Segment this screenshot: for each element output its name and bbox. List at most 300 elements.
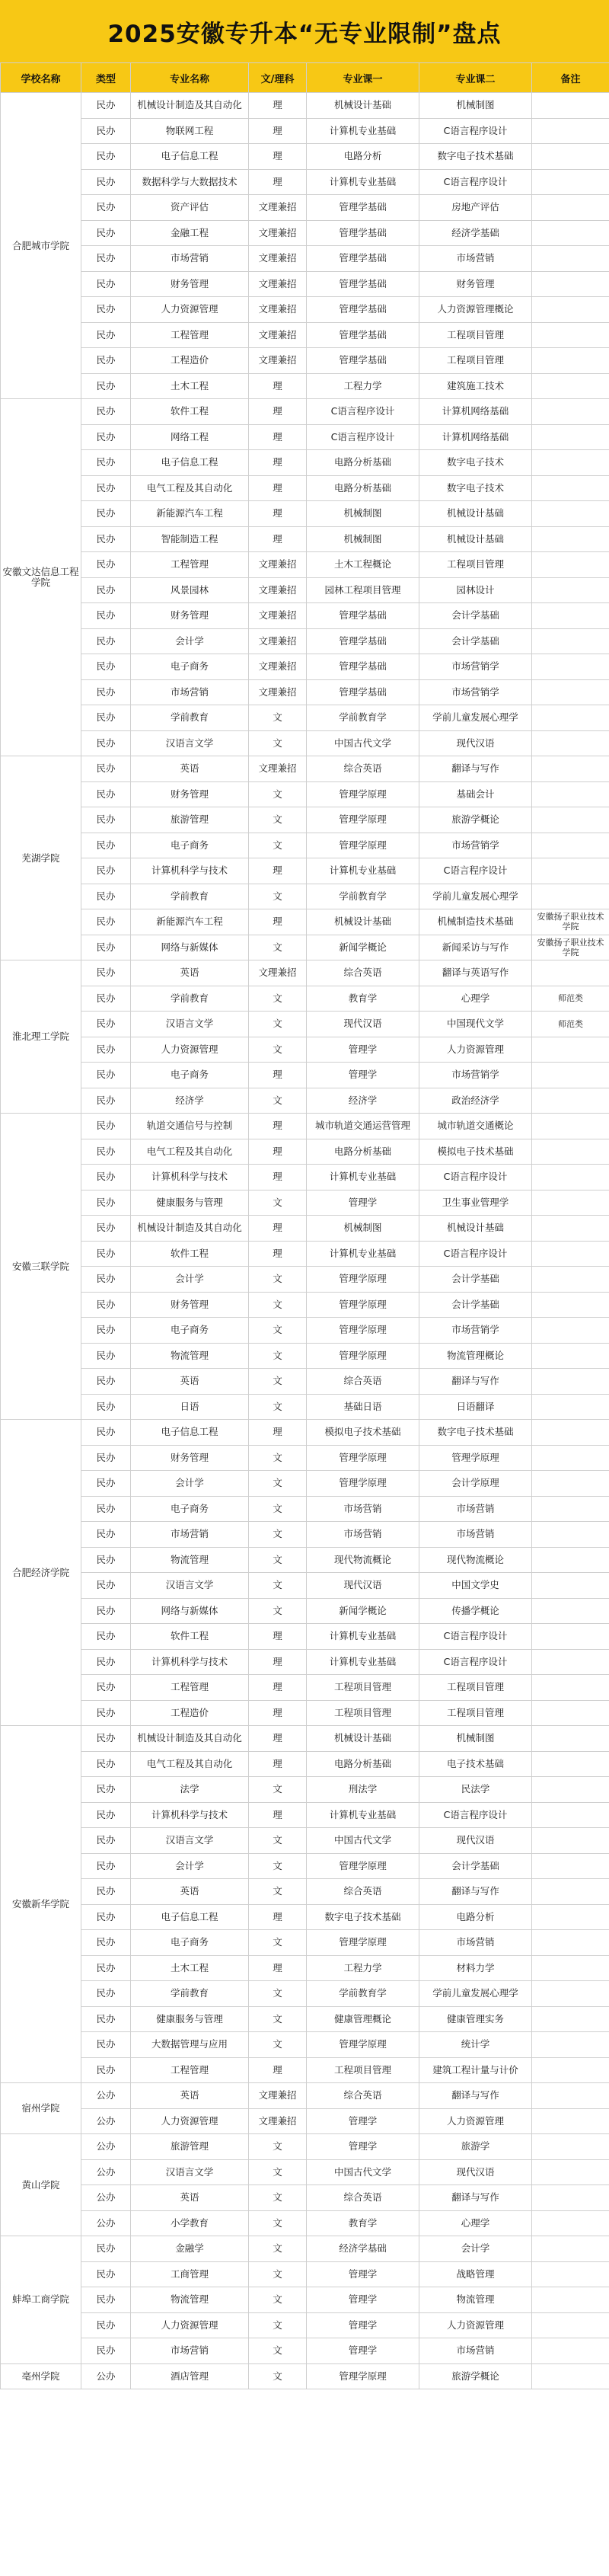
major-cell: 风景园林	[131, 577, 249, 603]
type-cell: 民办	[81, 373, 131, 399]
type-cell: 民办	[81, 1930, 131, 1956]
major-cell: 工程管理	[131, 2057, 249, 2083]
course-2-cell: 建筑工程计量与计价	[419, 2057, 532, 2083]
type-cell: 民办	[81, 1802, 131, 1828]
type-cell: 民办	[81, 2236, 131, 2262]
note-cell	[532, 2032, 609, 2058]
type-cell: 民办	[81, 2287, 131, 2313]
type-cell: 民办	[81, 1088, 131, 1114]
table-row	[1, 1777, 609, 1803]
table-row	[1, 424, 609, 450]
course-1-cell: 管理学	[307, 2134, 419, 2160]
major-cell: 工程管理	[131, 322, 249, 348]
track-cell: 理	[249, 1139, 307, 1165]
note-cell	[532, 1981, 609, 2007]
note-cell	[532, 1216, 609, 1242]
major-cell: 电子信息工程	[131, 144, 249, 170]
major-cell: 市场营销	[131, 2338, 249, 2364]
type-cell: 民办	[81, 2006, 131, 2032]
note-cell	[532, 730, 609, 756]
major-cell: 软件工程	[131, 399, 249, 425]
major-cell: 计算机科学与技术	[131, 858, 249, 884]
type-cell: 民办	[81, 807, 131, 833]
course-1-cell: 管理学	[307, 2312, 419, 2338]
table-row	[1, 246, 609, 272]
type-cell: 公办	[81, 2363, 131, 2389]
table-row	[1, 1445, 609, 1471]
table-row	[1, 93, 609, 119]
course-2-cell: 市场营销	[419, 246, 532, 272]
type-cell: 民办	[81, 1139, 131, 1165]
header-major: 专业名称	[131, 63, 249, 93]
table-row	[1, 1649, 609, 1675]
table-row	[1, 297, 609, 323]
table-row	[1, 577, 609, 603]
table-row	[1, 603, 609, 629]
course-1-cell: 学前教育学	[307, 705, 419, 731]
table-row	[1, 322, 609, 348]
major-cell: 会计学	[131, 1471, 249, 1497]
note-cell	[532, 297, 609, 323]
major-cell: 电气工程及其自动化	[131, 1139, 249, 1165]
major-cell: 旅游管理	[131, 807, 249, 833]
course-2-cell: 管理学原理	[419, 1445, 532, 1471]
note-cell	[532, 781, 609, 807]
course-1-cell: 机械设计基础	[307, 93, 419, 119]
major-cell: 小学教育	[131, 2210, 249, 2236]
note-cell	[532, 960, 609, 986]
track-cell: 文	[249, 1292, 307, 1318]
table-row	[1, 1981, 609, 2007]
type-cell: 民办	[81, 2338, 131, 2364]
type-cell: 民办	[81, 1267, 131, 1293]
major-cell: 网络与新媒体	[131, 935, 249, 960]
track-cell: 理	[249, 1165, 307, 1191]
course-2-cell: 日语翻译	[419, 1394, 532, 1420]
major-cell: 会计学	[131, 1267, 249, 1293]
course-2-cell: 工程项目管理	[419, 1700, 532, 1726]
table-row	[1, 1394, 609, 1420]
type-cell: 民办	[81, 552, 131, 578]
course-2-cell: 市场营销	[419, 2338, 532, 2364]
note-cell	[532, 1063, 609, 1088]
note-cell	[532, 1114, 609, 1139]
course-2-cell: 电路分析	[419, 1904, 532, 1930]
course-2-cell: C语言程序设计	[419, 1802, 532, 1828]
course-2-cell: C语言程序设计	[419, 118, 532, 144]
course-1-cell: 管理学原理	[307, 1267, 419, 1293]
course-2-cell: 市场营销学	[419, 833, 532, 858]
course-2-cell: 模拟电子技术基础	[419, 1139, 532, 1165]
course-2-cell: 城市轨道交通概论	[419, 1114, 532, 1139]
table-row	[1, 1726, 609, 1752]
table-row	[1, 2185, 609, 2211]
note-cell	[532, 1726, 609, 1752]
page-title: 2025安徽专升本“无专业限制”盘点	[107, 20, 502, 48]
track-cell: 文理兼招	[249, 628, 307, 654]
course-2-cell: 市场营销	[419, 1930, 532, 1956]
track-cell: 文	[249, 935, 307, 960]
note-cell	[532, 118, 609, 144]
track-cell: 理	[249, 1063, 307, 1088]
course-1-cell: 管理学原理	[307, 1292, 419, 1318]
course-1-cell: 电路分析基础	[307, 450, 419, 476]
course-2-cell: 学前儿童发展心理学	[419, 705, 532, 731]
note-cell	[532, 654, 609, 680]
course-2-cell: 翻译与写作	[419, 1879, 532, 1905]
table-row	[1, 935, 609, 960]
type-cell: 民办	[81, 1675, 131, 1701]
course-1-cell: 计算机专业基础	[307, 858, 419, 884]
note-cell	[532, 858, 609, 884]
major-cell: 土木工程	[131, 373, 249, 399]
table-row	[1, 2261, 609, 2287]
course-2-cell: 经济学基础	[419, 220, 532, 246]
course-1-cell: 学前教育学	[307, 1981, 419, 2007]
course-2-cell: 翻译与写作	[419, 2083, 532, 2109]
majors-table	[0, 62, 609, 2389]
course-2-cell: 会计学	[419, 2236, 532, 2262]
type-cell: 民办	[81, 909, 131, 935]
table-row	[1, 1241, 609, 1267]
track-cell: 文	[249, 2261, 307, 2287]
table-row	[1, 271, 609, 297]
type-cell: 民办	[81, 1369, 131, 1395]
major-cell: 经济学	[131, 1088, 249, 1114]
note-cell	[532, 2083, 609, 2109]
track-cell: 文	[249, 1394, 307, 1420]
type-cell: 民办	[81, 1981, 131, 2007]
table-row	[1, 475, 609, 501]
type-cell: 民办	[81, 118, 131, 144]
course-1-cell: 电路分析基础	[307, 475, 419, 501]
track-cell: 文理兼招	[249, 322, 307, 348]
note-cell	[532, 833, 609, 858]
table-row	[1, 1292, 609, 1318]
note-cell	[532, 169, 609, 195]
track-cell: 文	[249, 1879, 307, 1905]
course-1-cell: 管理学原理	[307, 2363, 419, 2389]
course-1-cell: 现代汉语	[307, 1012, 419, 1037]
track-cell: 理	[249, 450, 307, 476]
table-row	[1, 1496, 609, 1522]
type-cell: 民办	[81, 322, 131, 348]
note-cell	[532, 1343, 609, 1369]
course-1-cell: 土木工程概论	[307, 552, 419, 578]
course-2-cell: 市场营销学	[419, 1318, 532, 1344]
course-2-cell: 市场营销学	[419, 1063, 532, 1088]
type-cell: 民办	[81, 1318, 131, 1344]
track-cell: 理	[249, 169, 307, 195]
course-2-cell: 电子技术基础	[419, 1751, 532, 1777]
course-2-cell: 心理学	[419, 986, 532, 1012]
school-name-cell: 芜湖学院	[1, 756, 81, 960]
course-2-cell: 机械设计基础	[419, 501, 532, 527]
course-1-cell: 计算机专业基础	[307, 1241, 419, 1267]
track-cell: 理	[249, 1904, 307, 1930]
type-cell: 民办	[81, 2312, 131, 2338]
track-cell: 理	[249, 1624, 307, 1650]
table-row	[1, 960, 609, 986]
note-cell	[532, 1139, 609, 1165]
major-cell: 财务管理	[131, 1445, 249, 1471]
note-cell	[532, 1624, 609, 1650]
course-2-cell: 新闻采访与写作	[419, 935, 532, 960]
table-row	[1, 679, 609, 705]
major-cell: 人力资源管理	[131, 2312, 249, 2338]
major-cell: 软件工程	[131, 1241, 249, 1267]
table-row	[1, 220, 609, 246]
note-cell	[532, 1649, 609, 1675]
table-row	[1, 1063, 609, 1088]
major-cell: 工程管理	[131, 552, 249, 578]
track-cell: 文	[249, 1190, 307, 1216]
course-2-cell: C语言程序设计	[419, 858, 532, 884]
course-1-cell: 机械设计基础	[307, 1726, 419, 1752]
type-cell: 民办	[81, 93, 131, 119]
note-cell	[532, 1394, 609, 1420]
track-cell: 理	[249, 424, 307, 450]
track-cell: 理	[249, 909, 307, 935]
type-cell: 民办	[81, 2057, 131, 2083]
track-cell: 文理兼招	[249, 271, 307, 297]
type-cell: 民办	[81, 628, 131, 654]
major-cell: 资产评估	[131, 195, 249, 221]
course-2-cell: 计算机网络基础	[419, 424, 532, 450]
major-cell: 电气工程及其自动化	[131, 1751, 249, 1777]
course-1-cell: 计算机专业基础	[307, 1802, 419, 1828]
note-cell	[532, 1904, 609, 1930]
course-2-cell: 会计学基础	[419, 1853, 532, 1879]
major-cell: 软件工程	[131, 1624, 249, 1650]
course-2-cell: 会计学原理	[419, 1471, 532, 1497]
major-cell: 机械设计制造及其自动化	[131, 1216, 249, 1242]
track-cell: 理	[249, 1649, 307, 1675]
major-cell: 英语	[131, 1369, 249, 1395]
major-cell: 财务管理	[131, 1292, 249, 1318]
type-cell: 民办	[81, 1879, 131, 1905]
track-cell: 文	[249, 1445, 307, 1471]
course-1-cell: 管理学原理	[307, 1445, 419, 1471]
note-cell	[532, 2108, 609, 2134]
type-cell: 民办	[81, 1012, 131, 1037]
note-cell	[532, 1853, 609, 1879]
track-cell: 文	[249, 2134, 307, 2160]
course-1-cell: 综合英语	[307, 960, 419, 986]
course-2-cell: 翻译与写作	[419, 2185, 532, 2211]
course-1-cell: 管理学基础	[307, 195, 419, 221]
type-cell: 民办	[81, 348, 131, 374]
table-row	[1, 909, 609, 935]
major-cell: 英语	[131, 960, 249, 986]
note-cell	[532, 144, 609, 170]
table-row	[1, 2210, 609, 2236]
course-1-cell: 刑法学	[307, 1777, 419, 1803]
table-row	[1, 1828, 609, 1854]
table-row	[1, 1012, 609, 1037]
type-cell: 公办	[81, 2134, 131, 2160]
track-cell: 文	[249, 1930, 307, 1956]
table-row	[1, 1522, 609, 1548]
course-1-cell: 学前教育学	[307, 884, 419, 909]
track-cell: 文	[249, 2363, 307, 2389]
note-cell	[532, 552, 609, 578]
type-cell: 民办	[81, 1037, 131, 1063]
major-cell: 轨道交通信号与控制	[131, 1114, 249, 1139]
track-cell: 文	[249, 2185, 307, 2211]
track-cell: 文	[249, 730, 307, 756]
type-cell: 民办	[81, 2261, 131, 2287]
track-cell: 文	[249, 2236, 307, 2262]
major-cell: 数据科学与大数据技术	[131, 169, 249, 195]
note-cell	[532, 705, 609, 731]
type-cell: 民办	[81, 1700, 131, 1726]
note-cell	[532, 1292, 609, 1318]
major-cell: 计算机科学与技术	[131, 1165, 249, 1191]
note-cell	[532, 1037, 609, 1063]
table-row	[1, 1369, 609, 1395]
track-cell: 理	[249, 1420, 307, 1446]
course-1-cell: 综合英语	[307, 2083, 419, 2109]
track-cell: 文	[249, 2312, 307, 2338]
track-cell: 文	[249, 1547, 307, 1573]
course-1-cell: 管理学	[307, 2108, 419, 2134]
major-cell: 电子商务	[131, 1318, 249, 1344]
course-1-cell: 工程项目管理	[307, 2057, 419, 2083]
major-cell: 物流管理	[131, 1547, 249, 1573]
course-2-cell: 建筑施工技术	[419, 373, 532, 399]
track-cell: 理	[249, 399, 307, 425]
course-1-cell: 综合英语	[307, 2185, 419, 2211]
course-1-cell: 管理学基础	[307, 348, 419, 374]
track-cell: 文	[249, 1573, 307, 1599]
course-2-cell: 物流管理	[419, 2287, 532, 2313]
major-cell: 人力资源管理	[131, 2108, 249, 2134]
course-1-cell: C语言程序设计	[307, 399, 419, 425]
course-2-cell: 计算机网络基础	[419, 399, 532, 425]
type-cell: 民办	[81, 450, 131, 476]
type-cell: 民办	[81, 501, 131, 527]
track-cell: 文理兼招	[249, 348, 307, 374]
school-name-cell: 蚌埠工商学院	[1, 2236, 81, 2364]
track-cell: 文	[249, 1496, 307, 1522]
note-cell	[532, 807, 609, 833]
major-cell: 土木工程	[131, 1955, 249, 1981]
course-2-cell: 会计学基础	[419, 1267, 532, 1293]
major-cell: 学前教育	[131, 986, 249, 1012]
note-cell	[532, 1751, 609, 1777]
course-2-cell: 园林设计	[419, 577, 532, 603]
major-cell: 物流管理	[131, 2287, 249, 2313]
note-cell	[532, 1318, 609, 1344]
course-1-cell: 综合英语	[307, 1369, 419, 1395]
table-row	[1, 2006, 609, 2032]
course-1-cell: 电路分析基础	[307, 1139, 419, 1165]
course-2-cell: 财务管理	[419, 271, 532, 297]
type-cell: 民办	[81, 1241, 131, 1267]
type-cell: 民办	[81, 1573, 131, 1599]
note-cell	[532, 2057, 609, 2083]
course-2-cell: 学前儿童发展心理学	[419, 1981, 532, 2007]
major-cell: 汉语言文学	[131, 730, 249, 756]
table-row	[1, 2057, 609, 2083]
type-cell: 民办	[81, 603, 131, 629]
major-cell: 电子信息工程	[131, 450, 249, 476]
table-row	[1, 1165, 609, 1191]
type-cell: 公办	[81, 2083, 131, 2109]
table-row	[1, 2287, 609, 2313]
note-cell	[532, 2159, 609, 2185]
course-1-cell: 管理学	[307, 1190, 419, 1216]
major-cell: 金融学	[131, 2236, 249, 2262]
course-2-cell: 机械制图	[419, 1726, 532, 1752]
track-cell: 理	[249, 501, 307, 527]
note-cell	[532, 577, 609, 603]
track-cell: 文	[249, 1088, 307, 1114]
type-cell: 民办	[81, 169, 131, 195]
course-1-cell: 机械制图	[307, 526, 419, 552]
course-2-cell: 战略管理	[419, 2261, 532, 2287]
table-row	[1, 2159, 609, 2185]
note-cell	[532, 322, 609, 348]
note-cell	[532, 2338, 609, 2364]
major-cell: 日语	[131, 1394, 249, 1420]
table-row	[1, 169, 609, 195]
note-cell	[532, 603, 609, 629]
course-2-cell: 机械设计基础	[419, 526, 532, 552]
note-cell	[532, 1088, 609, 1114]
table-row	[1, 118, 609, 144]
school-name-cell: 安徽新华学院	[1, 1726, 81, 2083]
table-row	[1, 1751, 609, 1777]
table-row	[1, 1267, 609, 1293]
track-cell: 理	[249, 1114, 307, 1139]
note-cell: 师范类	[532, 1012, 609, 1037]
course-2-cell: 会计学基础	[419, 603, 532, 629]
type-cell: 民办	[81, 1063, 131, 1088]
table-row	[1, 1037, 609, 1063]
major-cell: 酒店管理	[131, 2363, 249, 2389]
note-cell: 师范类	[532, 986, 609, 1012]
course-2-cell: 现代物流概论	[419, 1547, 532, 1573]
track-cell: 文	[249, 1012, 307, 1037]
note-cell	[532, 450, 609, 476]
track-cell: 文理兼招	[249, 756, 307, 782]
title-banner	[0, 0, 609, 62]
major-cell: 财务管理	[131, 781, 249, 807]
major-cell: 电子商务	[131, 833, 249, 858]
course-2-cell: 人力资源管理	[419, 1037, 532, 1063]
school-name-cell: 宿州学院	[1, 2083, 81, 2134]
course-1-cell: 工程力学	[307, 1955, 419, 1981]
course-2-cell: 数字电子技术基础	[419, 1420, 532, 1446]
track-cell: 文	[249, 884, 307, 909]
note-cell	[532, 1522, 609, 1548]
track-cell: 文	[249, 833, 307, 858]
course-2-cell: 基础会计	[419, 781, 532, 807]
course-2-cell: 市场营销学	[419, 654, 532, 680]
table-row	[1, 1343, 609, 1369]
major-cell: 人力资源管理	[131, 297, 249, 323]
note-cell	[532, 93, 609, 119]
course-2-cell: 市场营销学	[419, 679, 532, 705]
note-cell	[532, 1879, 609, 1905]
major-cell: 法学	[131, 1777, 249, 1803]
track-cell: 理	[249, 475, 307, 501]
table-row	[1, 2338, 609, 2364]
table-row	[1, 1598, 609, 1624]
major-cell: 工程造价	[131, 1700, 249, 1726]
